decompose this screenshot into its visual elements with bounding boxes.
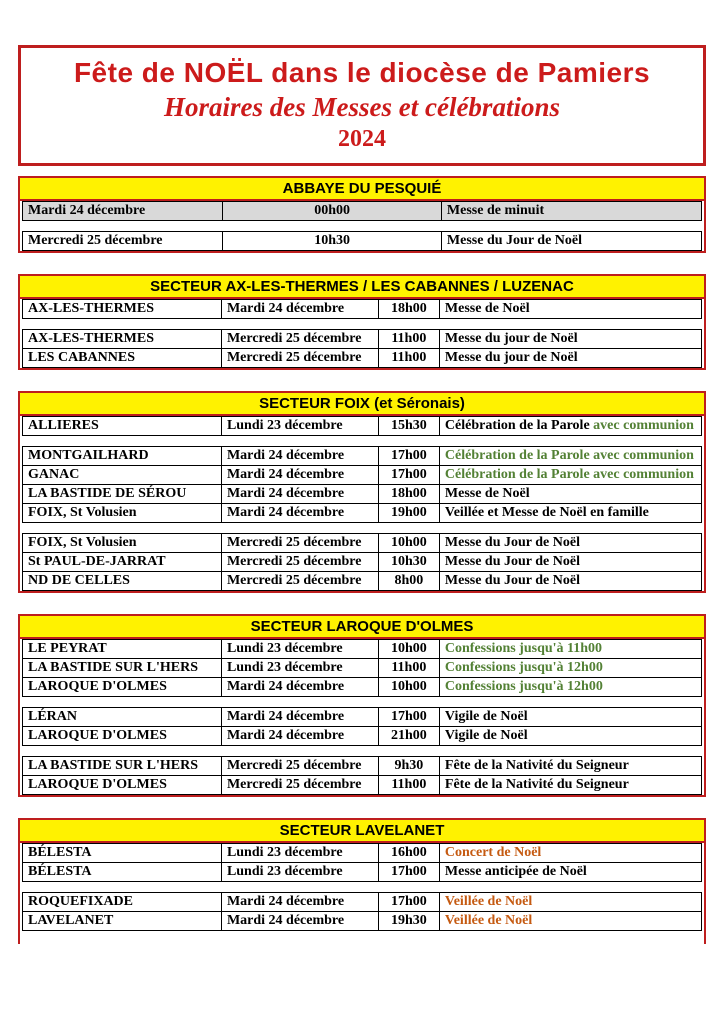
description-text: Célébration de la Parole avec communion	[444, 467, 694, 482]
cell-place: FOIX, St Volusien	[23, 504, 222, 523]
cell-date: Mercredi 25 décembre	[221, 776, 378, 795]
spacer-cell	[23, 931, 702, 932]
cell-place: BÉLESTA	[23, 844, 222, 863]
description-text: Vigile de Noël	[444, 709, 528, 724]
description-text: avec communion	[593, 418, 694, 433]
cell-date: Mercredi 25 décembre	[221, 349, 378, 368]
cell-description	[439, 893, 701, 912]
cell-date: Mardi 24 décembre	[221, 447, 378, 466]
table-row	[23, 534, 702, 553]
cell-time: 19h30	[378, 912, 439, 931]
description-text: Messe du jour de Noël	[444, 331, 578, 346]
schedule-section	[18, 614, 706, 797]
cell-time: 10h30	[378, 553, 439, 572]
spacer-row	[23, 436, 702, 447]
cell-description	[439, 485, 701, 504]
spacer-cell	[23, 882, 702, 893]
cell-place: LAVELANET	[23, 912, 222, 931]
spacer-cell	[23, 221, 702, 232]
cell-description	[439, 466, 701, 485]
table-row	[23, 417, 702, 436]
spacer-cell	[23, 746, 702, 757]
cell-date: Mercredi 25 décembre	[23, 232, 223, 251]
table-row	[23, 912, 702, 931]
cell-description	[439, 349, 701, 368]
cell-time: 18h00	[378, 485, 439, 504]
table-row	[23, 727, 702, 746]
cell-date: Mardi 24 décembre	[221, 300, 378, 319]
cell-time: 19h00	[378, 504, 439, 523]
table-row	[23, 485, 702, 504]
schedule-table	[22, 639, 702, 795]
description-text: Messe du Jour de Noël	[444, 535, 580, 550]
table-frame	[18, 637, 706, 797]
cell-time: 11h00	[378, 349, 439, 368]
table-row	[23, 202, 702, 221]
cell-place: LE PEYRAT	[23, 640, 222, 659]
cell-description	[439, 757, 701, 776]
description-text: Messe du jour de Noël	[444, 350, 578, 365]
schedule-table	[22, 201, 702, 251]
cell-time: 17h00	[378, 447, 439, 466]
cell-date: Mardi 24 décembre	[221, 466, 378, 485]
cell-date: Mardi 24 décembre	[221, 504, 378, 523]
cell-place: ROQUEFIXADE	[23, 893, 222, 912]
description-text: Veillée et Messe de Noël en famille	[444, 505, 649, 520]
table-row	[23, 893, 702, 912]
cell-place: ND DE CELLES	[23, 572, 222, 591]
cell-description	[441, 202, 701, 221]
spacer-row	[23, 746, 702, 757]
description-text: Messe de Noël	[444, 486, 530, 501]
section-header: SECTEUR LAROQUE D'OLMES	[18, 614, 706, 637]
schedule-section	[18, 818, 706, 944]
cell-description	[439, 659, 701, 678]
sections-container	[18, 176, 706, 944]
cell-description	[439, 912, 701, 931]
schedule-table	[22, 299, 702, 368]
table-row	[23, 232, 702, 251]
cell-description	[439, 534, 701, 553]
table-row	[23, 572, 702, 591]
cell-date: Mardi 24 décembre	[221, 485, 378, 504]
cell-place: LA BASTIDE SUR L'HERS	[23, 659, 222, 678]
description-text: Célébration de la Parole avec communion	[444, 448, 694, 463]
cell-date: Mardi 24 décembre	[221, 678, 378, 697]
table-row	[23, 466, 702, 485]
description-text: Messe du Jour de Noël	[444, 554, 580, 569]
cell-date: Mercredi 25 décembre	[221, 553, 378, 572]
cell-place: AX-LES-THERMES	[23, 330, 222, 349]
spacer-row	[23, 221, 702, 232]
cell-place: St PAUL-DE-JARRAT	[23, 553, 222, 572]
spacer-cell	[23, 523, 702, 534]
cell-description	[439, 863, 701, 882]
table-frame	[18, 414, 706, 593]
cell-time: 17h00	[378, 893, 439, 912]
description-text: Fête de la Nativité du Seigneur	[444, 758, 629, 773]
schedule-table	[22, 416, 702, 591]
description-text: Messe de Noël	[444, 301, 530, 316]
cell-place: LA BASTIDE SUR L'HERS	[23, 757, 222, 776]
cell-date: Mercredi 25 décembre	[221, 757, 378, 776]
description-text: Vigile de Noël	[444, 728, 528, 743]
cell-date: Mardi 24 décembre	[23, 202, 223, 221]
cell-date: Mercredi 25 décembre	[221, 330, 378, 349]
description-text: Messe anticipée de Noël	[444, 864, 587, 879]
cell-description	[439, 572, 701, 591]
cell-time: 11h00	[378, 659, 439, 678]
table-row	[23, 504, 702, 523]
cell-date: Lundi 23 décembre	[221, 640, 378, 659]
cell-place: LÉRAN	[23, 708, 222, 727]
description-text: Veillée de Noël	[444, 913, 533, 928]
page-subtitle: Horaires des Messes et célébrations	[164, 92, 560, 122]
cell-description	[439, 844, 701, 863]
table-row	[23, 678, 702, 697]
cell-place: LAROQUE D'OLMES	[23, 678, 222, 697]
cell-date: Lundi 23 décembre	[221, 863, 378, 882]
cell-time: 10h00	[378, 640, 439, 659]
page-year: 2024	[338, 126, 386, 152]
cell-description	[439, 708, 701, 727]
schedule-section	[18, 391, 706, 593]
cell-description	[439, 553, 701, 572]
cell-place: AX-LES-THERMES	[23, 300, 222, 319]
schedule-section	[18, 176, 706, 253]
cell-date: Mardi 24 décembre	[221, 893, 378, 912]
cell-date: Lundi 23 décembre	[221, 659, 378, 678]
cell-time: 00h00	[223, 202, 442, 221]
table-row	[23, 300, 702, 319]
cell-description	[439, 640, 701, 659]
table-row	[23, 844, 702, 863]
page-title: Fête de NOËL dans le diocèse de Pamiers	[73, 57, 651, 88]
table-frame	[18, 199, 706, 253]
spacer-row	[23, 319, 702, 330]
cell-place: GANAC	[23, 466, 222, 485]
cell-description	[439, 447, 701, 466]
cell-place: LES CABANNES	[23, 349, 222, 368]
section-header: SECTEUR AX-LES-THERMES / LES CABANNES / LUZENAC	[18, 274, 706, 297]
description-text: Messe du Jour de Noël	[444, 573, 580, 588]
spacer-row	[23, 697, 702, 708]
description-text: Confessions jusqu'à 12h00	[444, 660, 603, 675]
spacer-row	[23, 523, 702, 534]
schedule-table	[22, 843, 702, 932]
table-row	[23, 447, 702, 466]
cell-place: FOIX, St Volusien	[23, 534, 222, 553]
section-header: ABBAYE DU PESQUIÉ	[18, 176, 706, 199]
description-text: Fête de la Nativité du Seigneur	[444, 777, 629, 792]
description-text: Confessions jusqu'à 11h00	[444, 641, 603, 656]
cell-time: 8h00	[378, 572, 439, 591]
cell-place: BÉLESTA	[23, 863, 222, 882]
table-row	[23, 757, 702, 776]
spacer-row	[23, 931, 702, 932]
cell-time: 10h00	[378, 678, 439, 697]
table-row	[23, 659, 702, 678]
document-header-box	[18, 45, 706, 166]
cell-date: Mardi 24 décembre	[221, 912, 378, 931]
cell-place: LAROQUE D'OLMES	[23, 727, 222, 746]
description-text: Messe de minuit	[446, 203, 545, 218]
cell-time: 17h00	[378, 863, 439, 882]
document-content	[18, 45, 706, 944]
cell-description	[439, 727, 701, 746]
cell-time: 17h00	[378, 708, 439, 727]
cell-time: 17h00	[378, 466, 439, 485]
description-text: Concert de Noël	[444, 845, 542, 860]
cell-place: LA BASTIDE DE SÉROU	[23, 485, 222, 504]
cell-date: Mardi 24 décembre	[221, 708, 378, 727]
cell-place: LAROQUE D'OLMES	[23, 776, 222, 795]
cell-description	[439, 504, 701, 523]
spacer-cell	[23, 319, 702, 330]
cell-time: 11h00	[378, 776, 439, 795]
schedule-section	[18, 274, 706, 370]
cell-time: 10h30	[223, 232, 442, 251]
table-row	[23, 553, 702, 572]
cell-description	[439, 330, 701, 349]
table-frame	[18, 841, 706, 944]
cell-time: 11h00	[378, 330, 439, 349]
section-header: SECTEUR LAVELANET	[18, 818, 706, 841]
cell-date: Mercredi 25 décembre	[221, 572, 378, 591]
table-row	[23, 640, 702, 659]
cell-description	[439, 300, 701, 319]
section-header: SECTEUR FOIX (et Séronais)	[18, 391, 706, 414]
table-row	[23, 708, 702, 727]
cell-place: ALLIERES	[23, 417, 222, 436]
cell-time: 18h00	[378, 300, 439, 319]
table-row	[23, 863, 702, 882]
cell-time: 21h00	[378, 727, 439, 746]
table-row	[23, 349, 702, 368]
cell-description	[439, 678, 701, 697]
description-text: Veillée de Noël	[444, 894, 533, 909]
cell-time: 9h30	[378, 757, 439, 776]
spacer-cell	[23, 697, 702, 708]
cell-time: 16h00	[378, 844, 439, 863]
description-text: Messe du Jour de Noël	[446, 233, 582, 248]
spacer-row	[23, 882, 702, 893]
table-frame	[18, 297, 706, 370]
cell-time: 15h30	[378, 417, 439, 436]
cell-date: Lundi 23 décembre	[221, 417, 378, 436]
cell-description	[441, 232, 701, 251]
cell-description	[439, 776, 701, 795]
cell-date: Mardi 24 décembre	[221, 727, 378, 746]
spacer-cell	[23, 436, 702, 447]
cell-date: Mercredi 25 décembre	[221, 534, 378, 553]
description-text: Confessions jusqu'à 12h00	[444, 679, 603, 694]
description-text: Célébration de la Parole	[444, 418, 594, 433]
table-row	[23, 330, 702, 349]
cell-place: MONTGAILHARD	[23, 447, 222, 466]
cell-time: 10h00	[378, 534, 439, 553]
table-row	[23, 776, 702, 795]
cell-date: Lundi 23 décembre	[221, 844, 378, 863]
cell-description	[439, 417, 701, 436]
